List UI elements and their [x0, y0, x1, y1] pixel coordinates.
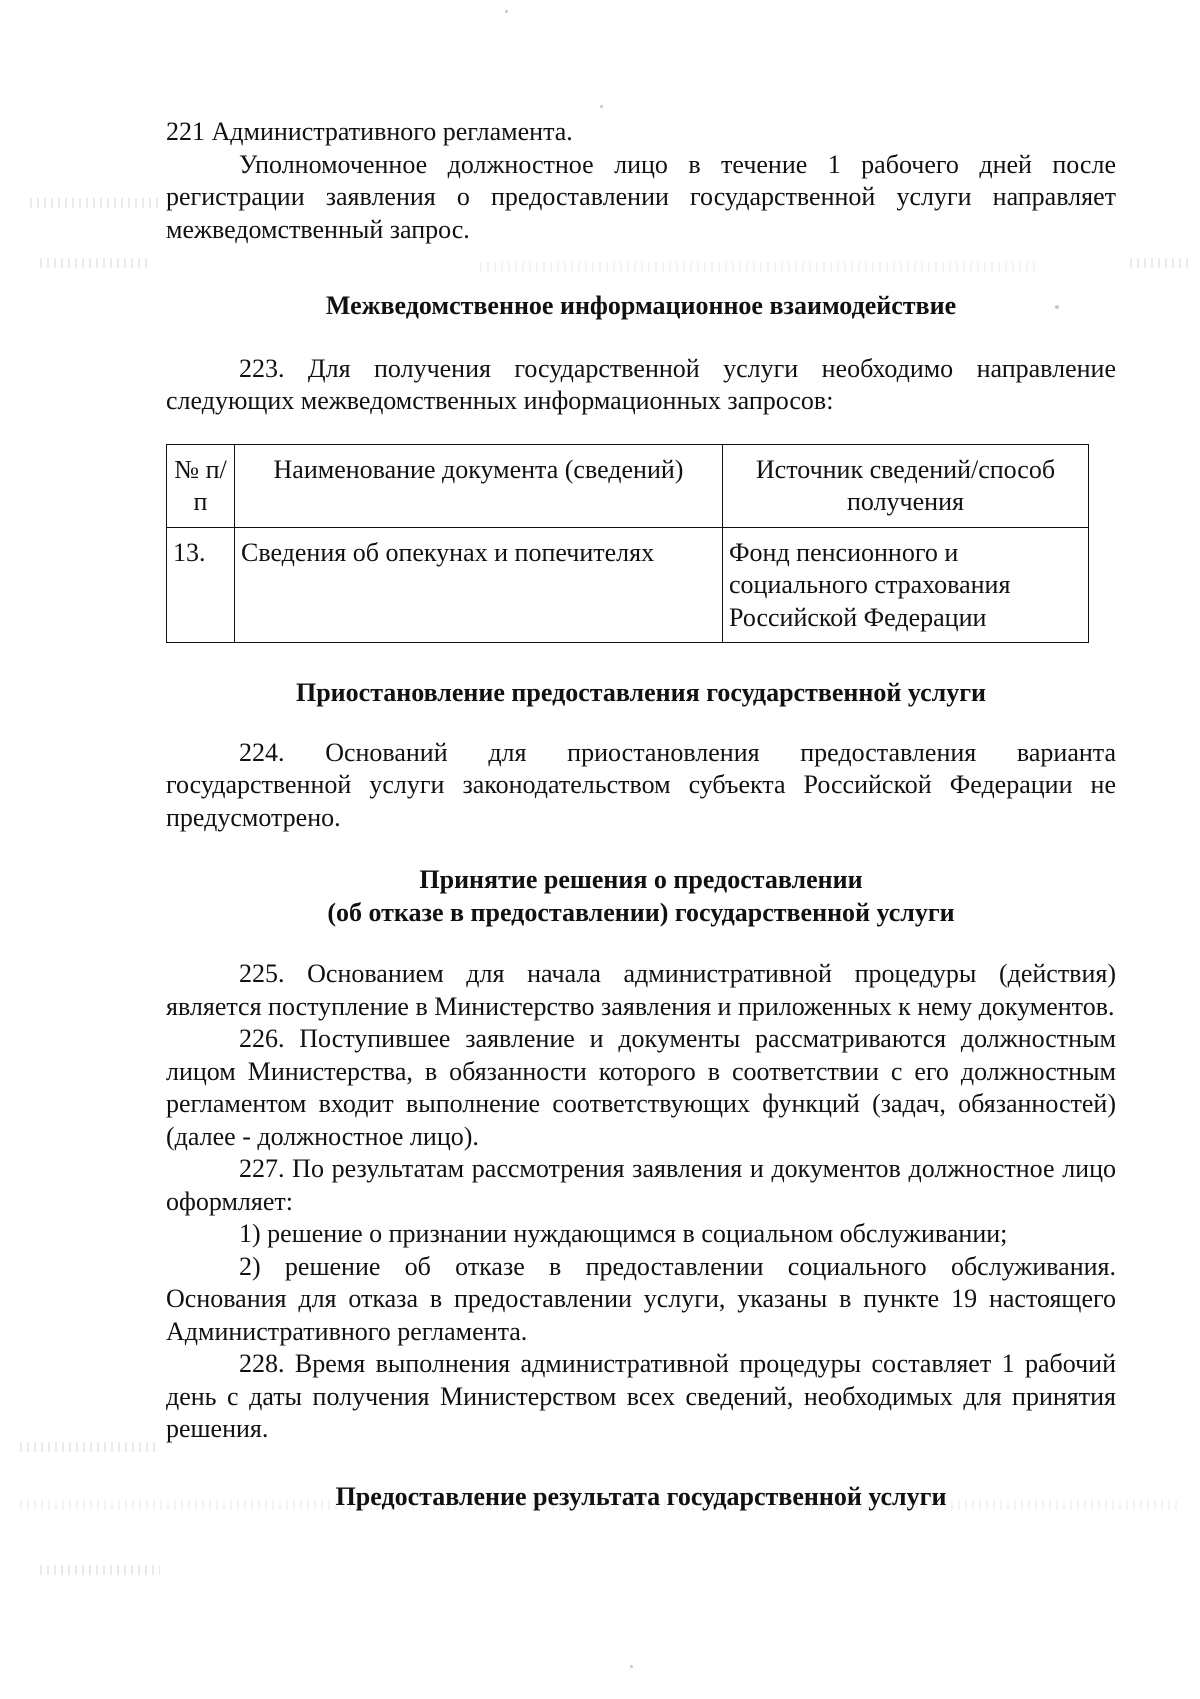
list-item-2: 2) решение об отказе в предоставлении социального обслуживания. Основания для отказа в предоставлении услуги, указаны в пункте 19 настоящего Административного регламента. — [166, 1251, 1116, 1346]
intro-line: 221 Административного регламента. — [166, 117, 573, 146]
paragraph-227: 227. По результатам рассмотрения заявления и документов должностное лицо оформляет: — [166, 1154, 1116, 1216]
table-header-row — [167, 444, 1089, 527]
cell-document-name: Сведения об опекунах и попечителях — [235, 527, 723, 643]
scan-noise — [40, 258, 150, 268]
list-item-1: 1) решение о признании нуждающимся в социальном обслуживании; — [239, 1219, 1008, 1248]
header-document-name: Наименование документа (сведений) — [235, 444, 723, 527]
heading-decision — [166, 864, 1116, 929]
paragraph-request: Уполномоченное должностное лицо в течение 1 рабочего дней после регистрации заявления о предоставлении государственной услуги направляет межведомственный запрос. — [166, 149, 1116, 244]
document-body — [166, 116, 1116, 1513]
scan-speck — [600, 105, 603, 108]
scan-noise — [30, 198, 160, 208]
scan-noise — [20, 1442, 160, 1452]
cell-number: 13. — [167, 527, 235, 643]
paragraph-223: 223. Для получения государственной услуги необходимо направление следующих межведомственных информационных запросов: — [166, 353, 1116, 415]
heading-result: Предоставление результата государственной услуги — [335, 1481, 947, 1511]
heading-decision-line2: (об отказе в предоставлении) государственной услуги — [327, 897, 955, 927]
paragraph-226: 226. Поступившее заявление и документы рассматриваются должностным лицом Министерства, в обязанности которого в соответствии с его должностным регламентом входит выполнение соответствующих функций (задач, обязанностей) (далее - должностное лицо). — [166, 1024, 1116, 1151]
header-source: Источник сведений/способ получения — [723, 444, 1089, 527]
heading-decision-line1: Принятие решения о предоставлении — [419, 865, 863, 894]
scan-noise — [1130, 258, 1190, 268]
scan-noise — [40, 1565, 160, 1575]
header-number: № п/п — [167, 444, 235, 527]
scan-speck — [630, 1665, 633, 1668]
table-row — [167, 527, 1089, 643]
paragraph-224: 224. Оснований для приостановления предоставления варианта государственной услуги законодательством субъекта Российской Федерации не предусмотрено. — [166, 737, 1116, 832]
requests-table — [166, 444, 1089, 644]
paragraph-225: 225. Основанием для начала административной процедуры (действия) является поступление в Министерство заявления и приложенных к нему документов. — [166, 959, 1116, 1021]
heading-interagency: Межведомственное информационное взаимодействие — [325, 291, 957, 320]
scan-speck — [505, 10, 508, 13]
heading-suspension: Приостановление предоставления государственной услуги — [295, 678, 986, 707]
cell-source: Фонд пенсионного и социального страхования Российской Федерации — [723, 527, 1089, 643]
paragraph-228: 228. Время выполнения административной процедуры составляет 1 рабочий день с даты получения Министерством всех сведений, необходимых для принятия решения. — [166, 1349, 1116, 1443]
